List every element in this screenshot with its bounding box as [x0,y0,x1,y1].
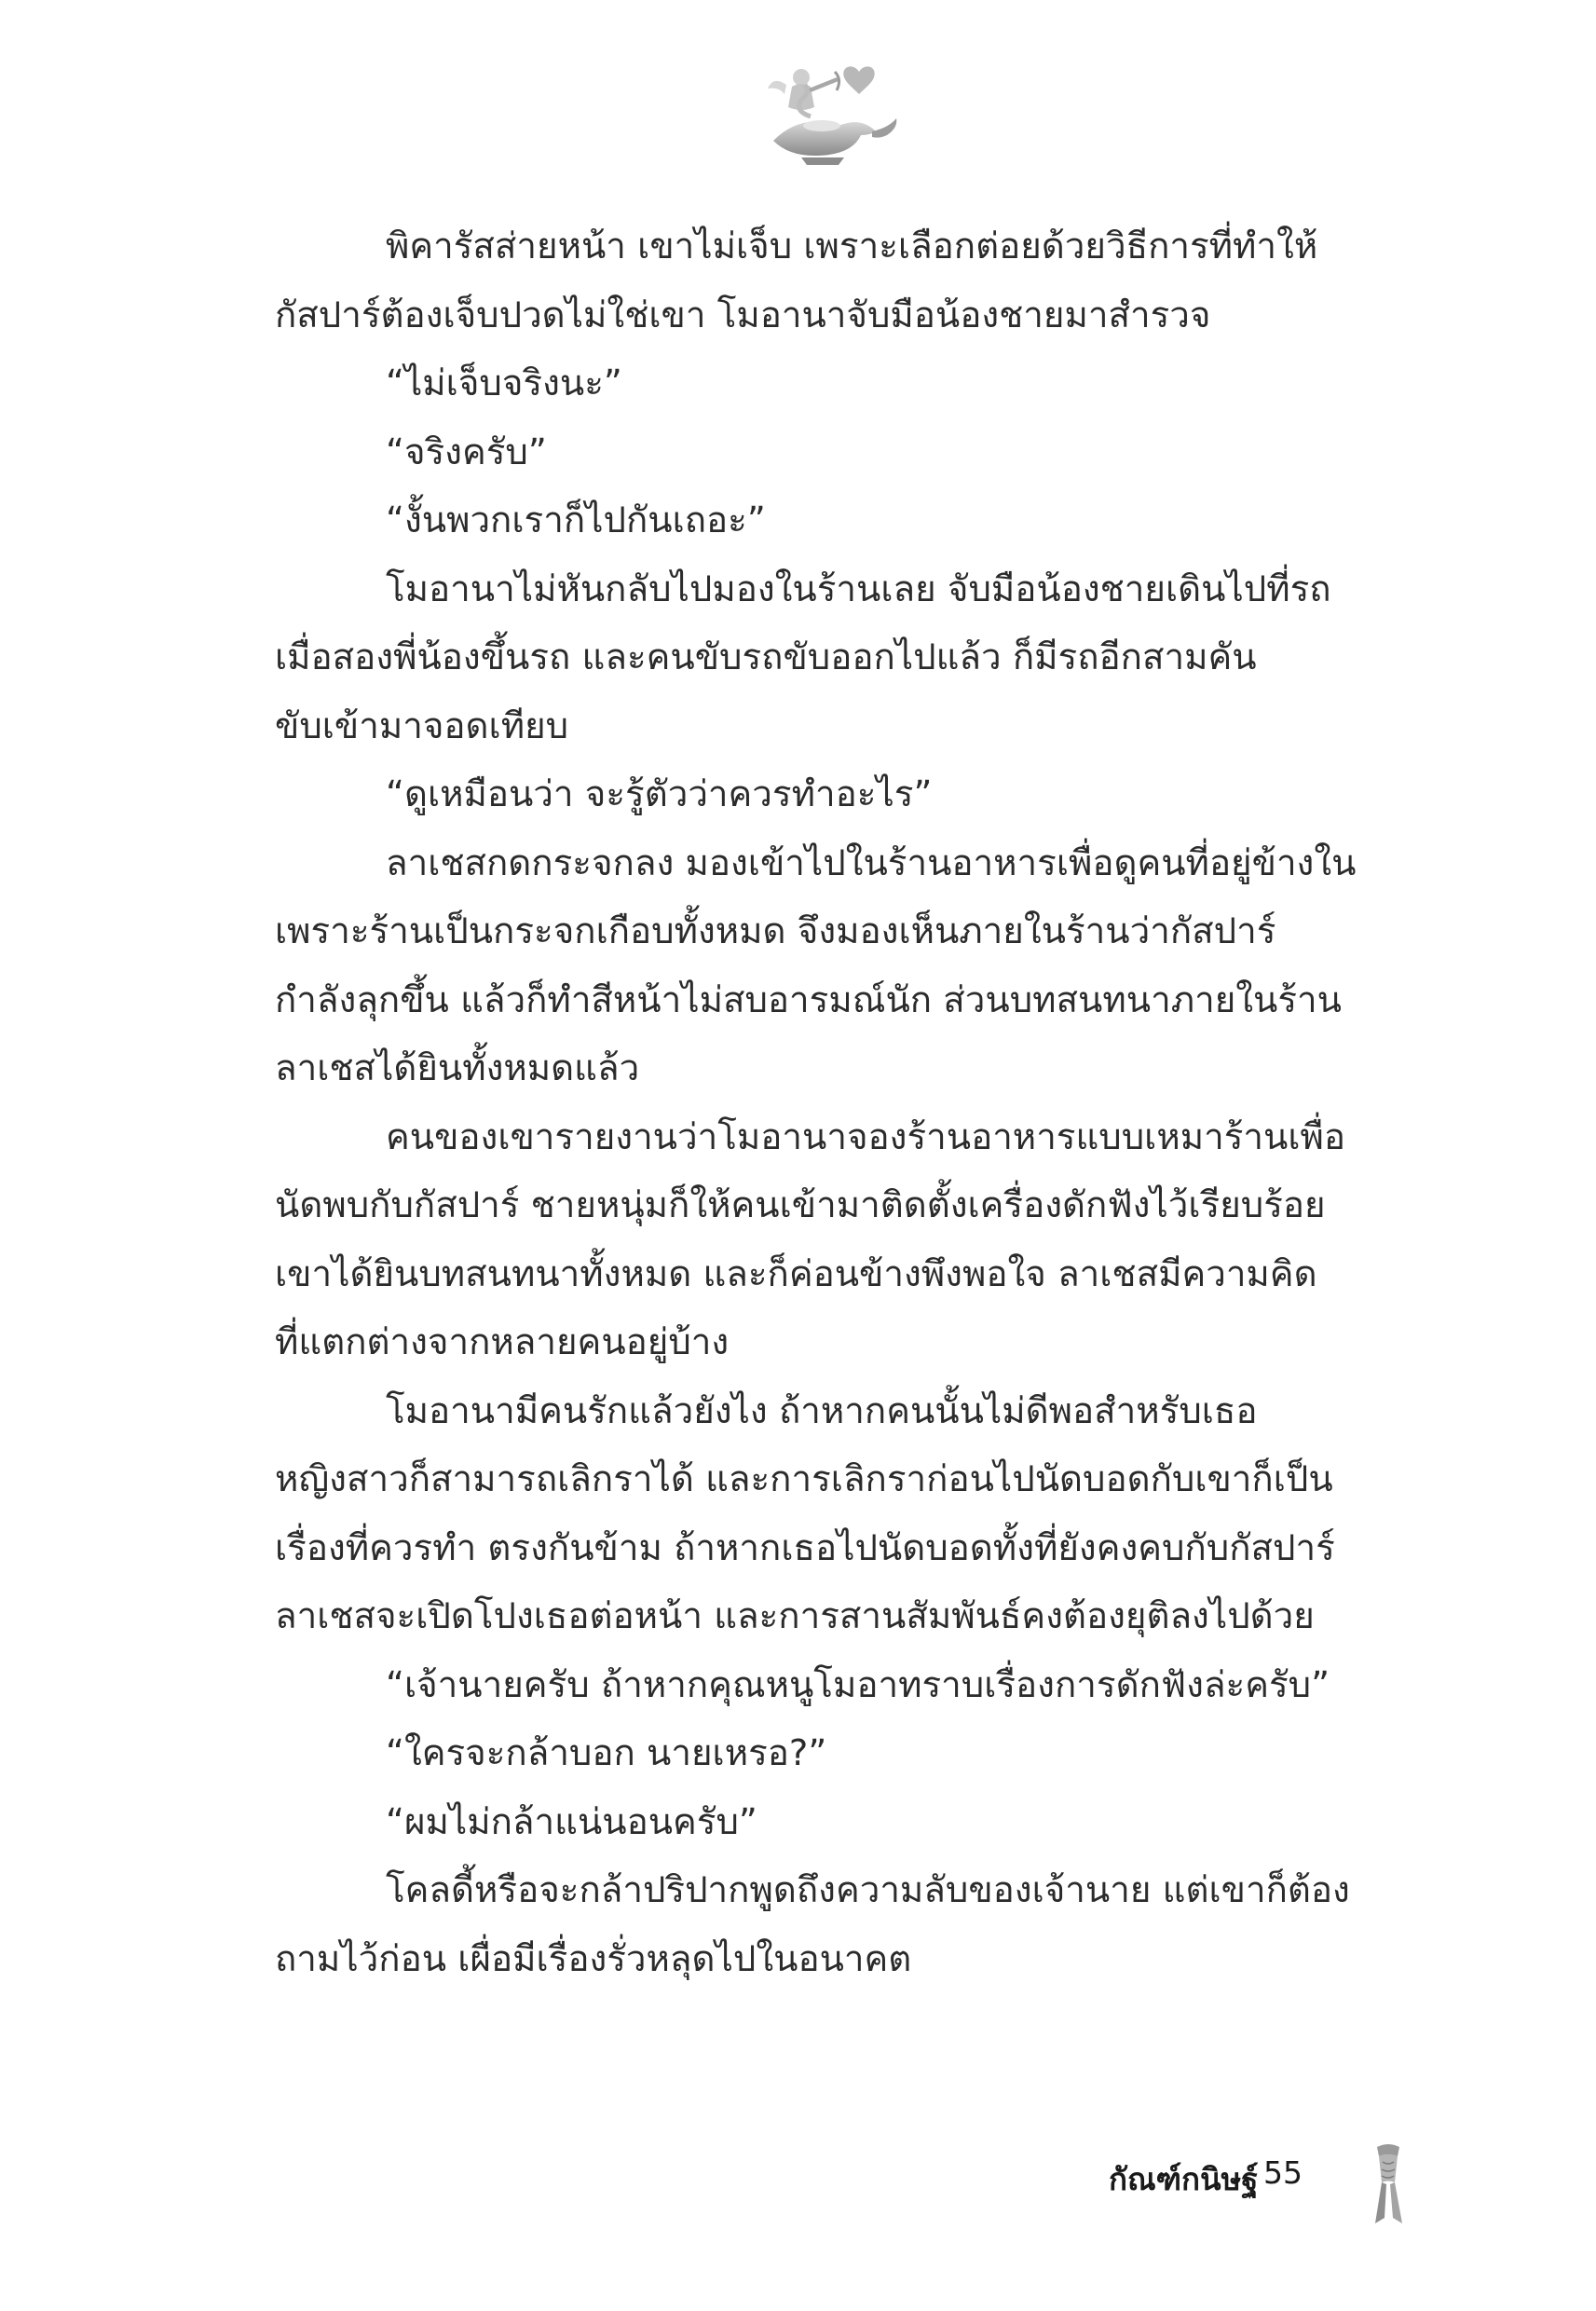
text-line: หญิงสาวก็สามารถเลิกราได้ และการเลิกราก่อนไปนัดบอดกับเขาก็เป็น [275,1458,1333,1500]
text-line: เรื่องที่ควรทำ ตรงกันข้าม ถ้าหากเธอไปนัดบอดทั้งที่ยังคงคบกับกัสปาร์ [275,1526,1335,1569]
text-line: “งั้นพวกเราก็ไปกันเถอะ” [386,499,766,541]
text-line: โมอานาไม่หันกลับไปมองในร้านเลย จับมือน้องชายเดินไปที่รถ [386,567,1331,610]
body-text [275,212,1412,1993]
text-line: คนของเขารายงานว่าโมอานาจองร้านอาหารแบบเหมาร้านเพื่อ [386,1115,1345,1158]
text-line: นัดพบกับกัสปาร์ ชายหนุ่มก็ให้คนเข้ามาติดตั้งเครื่องดักฟังไว้เรียบร้อย [275,1184,1326,1226]
text-line: ลาเชสกดกระจกลง มองเข้าไปในร้านอาหารเพื่อดูคนที่อยู่ข้างใน [386,841,1357,884]
text-line: โคลดี้หรือจะกล้าปริปากพูดถึงความลับของเจ้านาย แต่เขาก็ต้อง [386,1869,1350,1911]
text-line: กัสปาร์ต้องเจ็บปวดไม่ใช่เขา โมอานาจับมือน้องชายมาสำรวจ [275,294,1211,336]
text-line: “ดูเหมือนว่า จะรู้ตัวว่าควรทำอะไร” [386,773,933,815]
text-line: เขาได้ยินบทสนทนาทั้งหมด และก็ค่อนข้างพึงพอใจ ลาเชสมีความคิด [275,1252,1317,1295]
text-line: “ไม่เจ็บจริงนะ” [386,362,622,404]
text-line: กำลังลุกขึ้น แล้วก็ทำสีหน้าไม่สบอารมณ์นัก ส่วนบทสนทนาภายในร้าน [275,978,1342,1021]
genie-lamp-with-cupid-icon [745,51,913,172]
text-line: “เจ้านายครับ ถ้าหากคุณหนูโมอาทราบเรื่องการดักฟังล่ะครับ” [386,1663,1330,1706]
text-line: ลาเชสจะเปิดโปงเธอต่อหน้า และการสานสัมพันธ์คงต้องยุติลงไปด้วย [275,1595,1315,1637]
text-line: ที่แตกต่างจากหลายคนอยู่บ้าง [275,1321,730,1363]
text-line: ขับเข้ามาจอดเทียบ [275,704,569,747]
text-line: โมอานามีคนรักแล้วยังไง ถ้าหากคนนั้นไม่ดีพอสำหรับเธอ [386,1389,1258,1432]
book-title: กัณฑ์กนิษฐ์ [1109,2161,1259,2197]
text-line: ถามไว้ก่อน เผื่อมีเรื่องรั่วหลุดไปในอนาคต [275,1937,912,1980]
page-number: 55 [1263,2154,1303,2191]
text-line: “จริงครับ” [386,431,547,473]
text-line: ลาเชสได้ยินทั้งหมดแล้ว [275,1047,640,1089]
text-line: “ผมไม่กล้าแน่นอนครับ” [386,1800,757,1843]
text-line: เมื่อสองพี่น้องขึ้นรถ และคนขับรถขับออกไปแล้ว ก็มีรถอีกสามคัน [275,636,1257,678]
page-footer [1109,2143,1416,2227]
text-line: เพราะร้านเป็นกระจกเกือบทั้งหมด จึงมองเห็นภายในร้านว่ากัสปาร์ [275,910,1276,952]
text-line: “ใครจะกล้าบอก นายเหรอ?” [386,1732,827,1774]
scarf-ribbon-icon [1370,2143,1407,2229]
text-line: พิคารัสส่ายหน้า เขาไม่เจ็บ เพราะเลือกต่อยด้วยวิธีการที่ทำให้ [386,226,1318,267]
